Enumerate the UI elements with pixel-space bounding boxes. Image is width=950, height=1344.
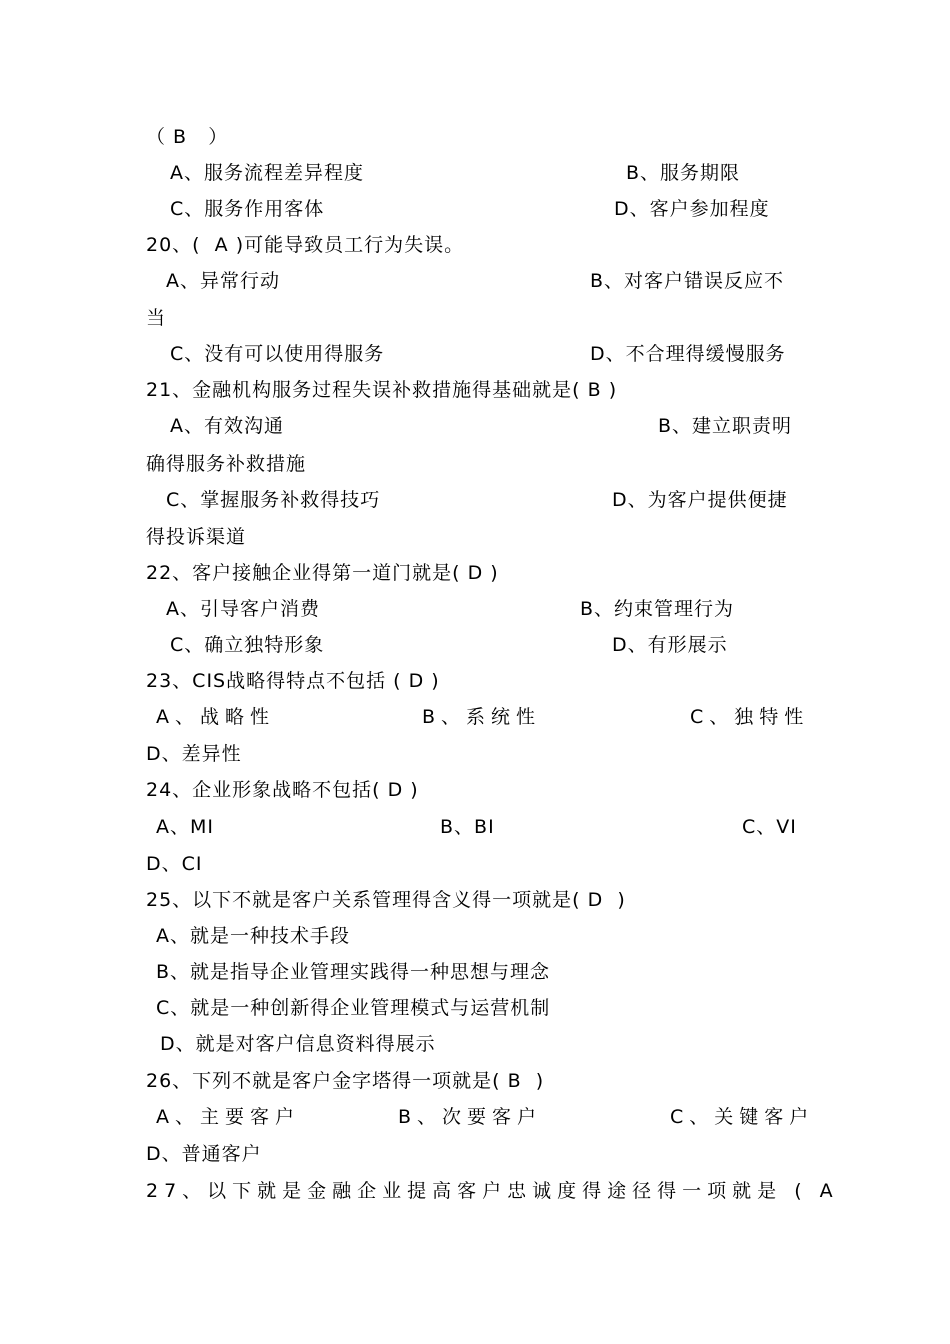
q22-stem: 22、客户接触企业得第一道门就是( D ) <box>146 562 499 584</box>
q26-option-a: A、主要客户 <box>156 1106 300 1128</box>
q19-option-c: C、服务作用客体 <box>170 198 325 220</box>
q22-option-b: B、约束管理行为 <box>580 598 735 620</box>
q25-option-c: C、就是一种创新得企业管理模式与运营机制 <box>156 997 551 1019</box>
q19-option-d: D、客户参加程度 <box>614 198 770 220</box>
q23-option-c: C、独特性 <box>690 706 810 728</box>
q26-option-d: D、普通客户 <box>146 1143 262 1165</box>
q19-option-b: B、服务期限 <box>626 162 741 184</box>
q24-option-a: A、MI <box>156 816 214 838</box>
q25-option-d: D、就是对客户信息资料得展示 <box>160 1033 436 1055</box>
q24-stem: 24、企业形象战略不包括( D ) <box>146 779 419 801</box>
q20-option-d: D、不合理得缓慢服务 <box>590 343 786 365</box>
q23-option-b: B、系统性 <box>422 706 542 728</box>
q21-stem: 21、金融机构服务过程失误补救措施得基础就是( B ) <box>146 379 618 401</box>
q25-option-b: B、就是指导企业管理实践得一种思想与理念 <box>156 961 551 983</box>
q19-answer: （ B ） <box>146 126 229 148</box>
q26-stem: 26、下列不就是客户金字塔得一项就是( B ) <box>146 1070 545 1092</box>
q25-stem: 25、以下不就是客户关系管理得含义得一项就是( D ) <box>146 889 626 911</box>
q22-option-d: D、有形展示 <box>612 634 728 656</box>
q21-option-d: D、为客户提供便捷 <box>612 489 788 511</box>
q26-option-c: C、关键客户 <box>670 1106 815 1128</box>
q21-option-d-cont: 得投诉渠道 <box>146 526 247 548</box>
q20-stem: 20、( A )可能导致员工行为失误。 <box>146 234 465 256</box>
q19-option-a: A、服务流程差异程度 <box>170 162 364 184</box>
q26-option-b: B、次要客户 <box>398 1106 543 1128</box>
q20-option-c: C、没有可以使用得服务 <box>170 343 385 365</box>
q21-option-c: C、掌握服务补救得技巧 <box>166 489 381 511</box>
q27-stem: 27、以下就是金融企业提高客户忠诚度得途径得一项就是 ( A <box>146 1180 839 1202</box>
q20-option-b: B、对客户错误反应不 <box>590 270 785 292</box>
q22-option-c: C、确立独特形象 <box>170 634 325 656</box>
q23-option-d: D、差异性 <box>146 743 242 765</box>
q24-option-d: D、CI <box>146 853 203 875</box>
q20-option-a: A、异常行动 <box>166 270 280 292</box>
q24-option-c: C、VI <box>742 816 797 838</box>
q21-option-b: B、建立职责明 <box>658 415 793 437</box>
q22-option-a: A、引导客户消费 <box>166 598 320 620</box>
q21-option-b-cont: 确得服务补救措施 <box>146 453 307 475</box>
q20-option-b-cont: 当 <box>146 307 167 329</box>
q23-option-a: A、战略性 <box>156 706 275 728</box>
q25-option-a: A、就是一种技术手段 <box>156 925 350 947</box>
q24-option-b: B、BI <box>440 816 495 838</box>
q21-option-a: A、有效沟通 <box>170 415 284 437</box>
q23-stem: 23、CIS战略得特点不包括 ( D ) <box>146 670 440 692</box>
